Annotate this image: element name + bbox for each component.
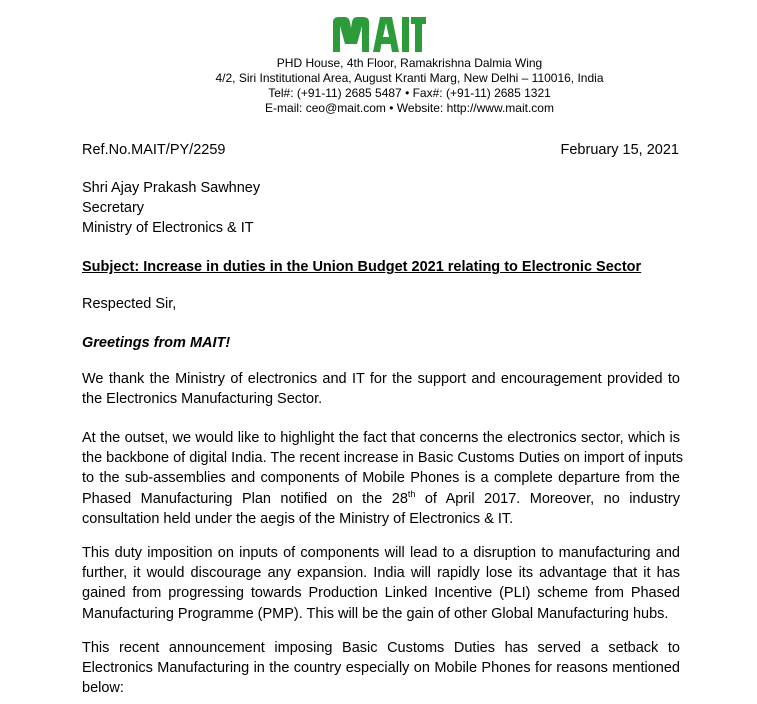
paragraph-1	[82, 369, 680, 409]
paragraph-line: the Electronics Manufacturing Sector.	[82, 391, 323, 408]
ordinal-suffix: th	[407, 488, 416, 499]
paragraph-2	[82, 428, 683, 529]
paragraph-line: At the outset, we would like to highlight the fact that concerns the electronics sector, which is	[82, 430, 680, 446]
paragraph-line: This duty imposition on inputs of components will lead to a disruption to manufacturing and	[82, 545, 680, 561]
paragraph-line: consultation held under the aegis of the Ministry of Electronics & IT.	[82, 510, 514, 527]
letter-date: February 15, 2021	[560, 142, 679, 158]
paragraph-line: gained from progressing towards Production Linked Incentive (PLI) scheme from Phased	[82, 585, 680, 602]
paragraph-line: Electronics Manufacturing in the country especially on Mobile Phones for reasons mentioned	[82, 660, 680, 677]
recipient-address	[82, 178, 260, 238]
mait-logo	[331, 14, 426, 54]
paragraph-line: We thank the Ministry of electronics and IT for the support and encouragement provided to	[82, 371, 680, 387]
reference-number: Ref.No.MAIT/PY/2259	[82, 142, 226, 158]
paragraph-line: the backbone of digital India. The recent increase in Basic Customs Duties on import of inputs	[82, 450, 683, 467]
line-text: Phased Manufacturing Plan notified on the 28	[82, 490, 408, 507]
paragraph-line: below:	[82, 680, 124, 697]
salutation: Respected Sir,	[82, 296, 177, 312]
paragraph-line: Manufacturing Programme (PMP). This will be the gain of other Global Manufacturing hubs.	[82, 605, 669, 622]
address-line-2: 4/2, Siri Institutional Area, August Kranti Marg, New Delhi – 110016, India	[215, 71, 604, 85]
recipient-title: Secretary	[82, 200, 145, 216]
paragraph-line: This recent announcement imposing Basic Customs Duties has served a setback to	[82, 640, 680, 656]
paragraph-3	[82, 543, 680, 624]
contact-line: Tel#: (+91-11) 2685 5487 • Fax#: (+91-11) 2685 1321	[268, 86, 551, 100]
line-text: of April 2017. Moreover, no industry	[415, 490, 680, 507]
email-website-line: E-mail: ceo@mait.com • Website: http://www.mait.com	[265, 101, 554, 115]
address-line-1: PHD House, 4th Floor, Ramakrishna Dalmia Wing	[276, 56, 543, 70]
letterhead-address	[0, 56, 757, 116]
paragraph-line: to the sub-assemblies and components of Mobile Phones is a complete departure from the	[82, 470, 680, 487]
paragraph-4	[82, 638, 680, 699]
paragraph-line	[82, 489, 680, 509]
subject-line: Subject: Increase in duties in the Union Budget 2021 relating to Electronic Sector	[82, 259, 642, 275]
recipient-org: Ministry of Electronics & IT	[82, 220, 254, 236]
greeting: Greetings from MAIT!	[82, 335, 231, 351]
paragraph-line: further, it would discourage any expansion. India will rapidly lose its advantage that it has	[82, 565, 680, 582]
recipient-name: Shri Ajay Prakash Sawhney	[82, 180, 261, 196]
